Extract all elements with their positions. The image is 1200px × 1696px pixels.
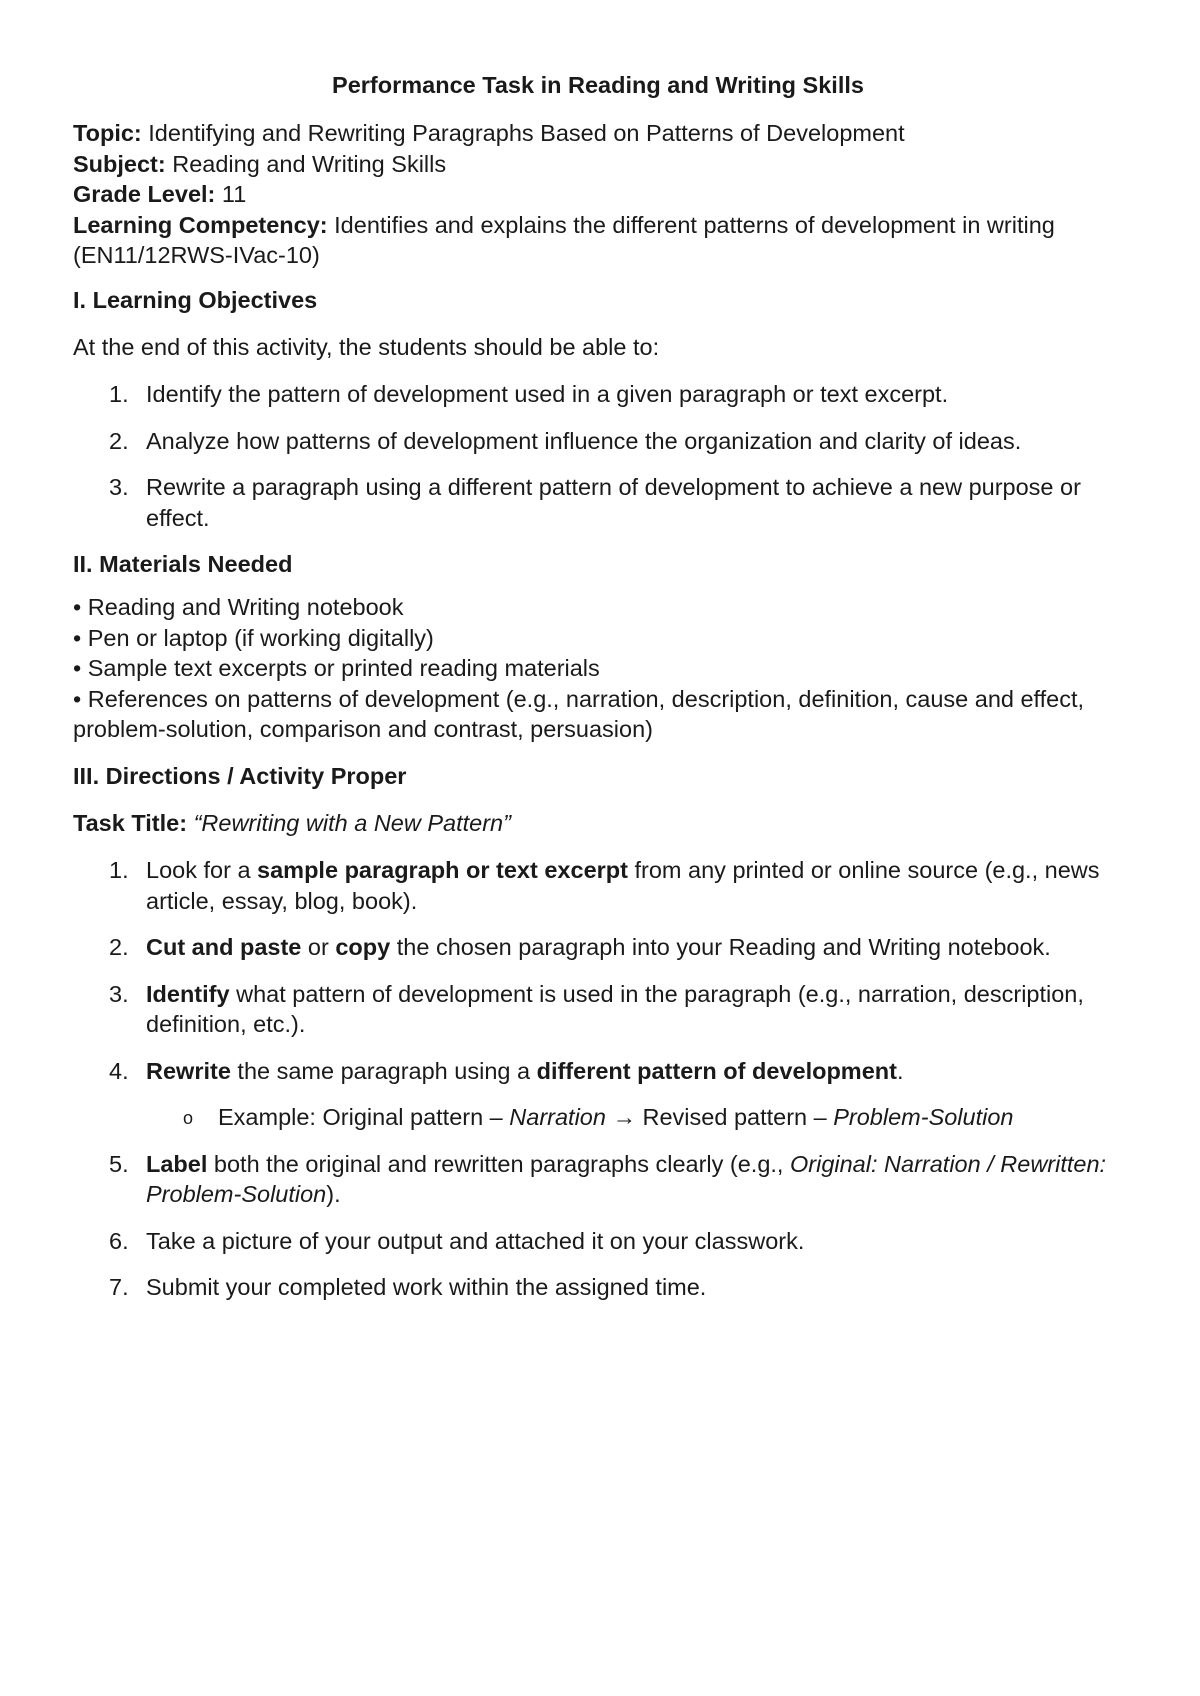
task-title [73,810,1143,837]
objectives-heading: I. Learning Objectives [73,287,318,313]
grade-value: 11 [215,181,247,207]
subject-label: Subject: [73,150,166,177]
step-text: Submit your completed work within the assigned time. [146,1274,707,1300]
step-text: Look for a [146,857,258,883]
step-emphasis: Cut and paste [146,934,302,960]
list-number: 3. [109,980,129,1007]
document-title: Performance Task in Reading and Writing Skills [332,72,864,98]
list-number: 1. [109,857,129,883]
competency-line [73,210,1143,271]
sub-list-item [73,1102,1143,1133]
subject-value: Reading and Writing Skills [165,150,447,177]
grade-label: Grade Level: [73,181,216,207]
topic-label: Topic: [73,120,142,146]
step-text: or [301,934,336,960]
list-number: 5. [109,1150,129,1177]
list-number: 2. [109,934,129,960]
step-text: both the original and rewritten paragraphs clearly (e.g., [207,1150,790,1177]
step-emphasis: sample paragraph or text excerpt [257,857,628,883]
step-text: the chosen paragraph into your Reading and Writing notebook. [390,934,1051,960]
list-number: 6. [109,1227,129,1254]
list-item [73,855,1143,916]
step-text: . [896,1057,904,1084]
list-item [73,1149,1143,1210]
meta-block [73,118,1143,271]
topic-line [73,118,1143,149]
list-item [73,1226,1143,1257]
circle-bullet-icon: o [183,1108,194,1128]
step-emphasis: different pattern of development [536,1057,897,1084]
step-text: from any printed or online source (e.g., news article, essay, blog, book). [146,857,1100,914]
directions-heading: III. Directions / Activity Proper [73,763,407,789]
step-emphasis: Label [146,1150,208,1177]
task-title-label: Task Title: [73,810,188,836]
list-item-text: Rewrite a paragraph using a different pattern of development to achieve a new purpose or effect. [146,474,1081,531]
list-number: 3. [109,474,129,500]
list-item-text: Analyze how patterns of development influence the organization and clarity of ideas. [146,427,1022,454]
step-text: ). [326,1181,341,1207]
step-text: the same paragraph using a [230,1057,537,1084]
list-number: 4. [109,1057,129,1084]
list-item: • Sample text excerpts or printed reading materials [73,655,600,681]
step-text: what pattern of development is used in the paragraph (e.g., narration, description, definition, etc.). [146,980,1084,1037]
list-item-text: Identify the pattern of development used in a given paragraph or text excerpt. [146,381,949,407]
step-text: → Revised pattern – [605,1104,834,1130]
list-item: • Pen or laptop (if working digitally) [73,624,434,651]
list-item [73,472,1143,533]
list-number: 1. [109,381,129,407]
materials-list [73,592,1143,745]
list-item [73,426,1143,457]
competency-label: Learning Competency: [73,211,328,238]
subject-line [73,149,1143,180]
step-text: Take a picture of your output and attached it on your classwork. [146,1227,805,1254]
competency-value: Identifies and explains the different patterns of development in writing (EN11/12RWS-IVac-10) [73,211,1055,268]
step-emphasis: copy [335,934,391,960]
step-italic: Problem-Solution [833,1104,1014,1130]
step-emphasis: Rewrite [146,1057,231,1084]
objectives-intro: At the end of this activity, the students should be able to: [73,334,660,360]
list-item: • References on patterns of development (e.g., narration, description, definition, cause and effect, problem-solution, comparison and contrast, persuasion) [73,685,1085,742]
list-item [73,979,1143,1040]
list-number: 2. [109,427,129,454]
list-item: • Reading and Writing notebook [73,594,404,620]
step-text: Example: Original pattern – [218,1104,510,1130]
grade-line [73,179,1143,210]
materials-heading: II. Materials Needed [73,551,293,577]
objectives-list [73,379,1143,533]
step-emphasis: Identify [146,980,230,1007]
step-italic: Original: Narration / Rewritten: Problem-Solution [146,1150,1107,1207]
directions-list [73,855,1143,1303]
step-italic: Narration [509,1104,606,1130]
list-item [73,1056,1143,1087]
list-item [73,379,1143,410]
topic-value: Identifying and Rewriting Paragraphs Based on Patterns of Development [141,120,905,146]
list-number: 7. [109,1274,129,1300]
list-item [73,932,1143,963]
list-item [73,1272,1143,1303]
task-title-value: “Rewriting with a New Pattern” [193,810,511,836]
